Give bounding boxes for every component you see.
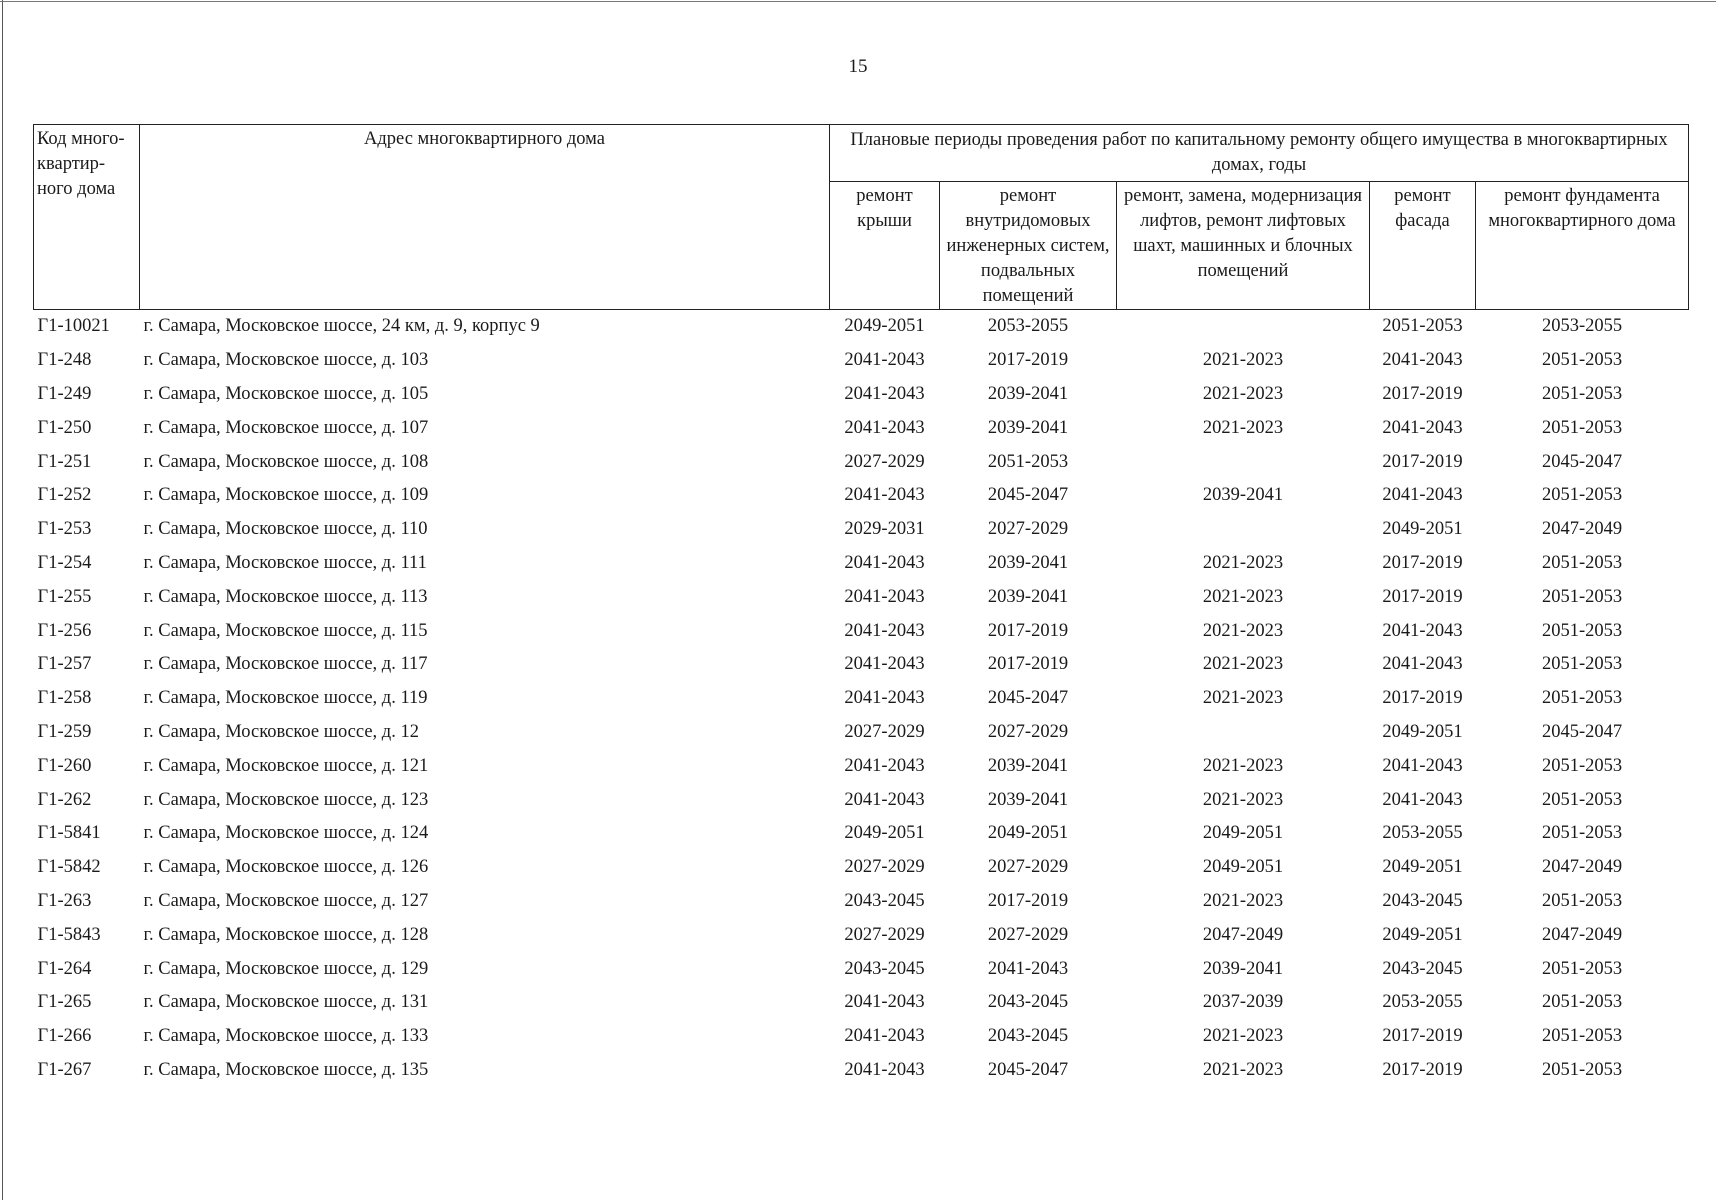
table-row xyxy=(34,716,1689,750)
cell-engineering: 2039-2041 xyxy=(987,586,1069,607)
cell-code: Г1-265 xyxy=(37,992,92,1013)
cell-address: г. Самара, Московское шоссе, 24 км, д. 9, корпус 9 xyxy=(143,316,540,337)
cell-roof: 2041-2043 xyxy=(844,992,925,1013)
cell-code: Г1-264 xyxy=(37,958,92,979)
cell-elevators: 2049-2051 xyxy=(1202,823,1284,844)
cell-roof: 2041-2043 xyxy=(844,1026,925,1047)
cell-roof: 2041-2043 xyxy=(844,688,925,709)
cell-roof: 2043-2045 xyxy=(844,890,925,911)
cell-address: г. Самара, Московское шоссе, д. 133 xyxy=(143,1026,429,1047)
cell-elevators: 2021-2023 xyxy=(1202,383,1284,404)
cell-foundation: 2045-2047 xyxy=(1541,451,1623,472)
cell-address: г. Самара, Московское шоссе, д. 103 xyxy=(143,350,429,371)
cell-facade: 2041-2043 xyxy=(1382,485,1463,506)
cell-address: г. Самара, Московское шоссе, д. 12 xyxy=(143,721,419,742)
table-row xyxy=(34,513,1689,547)
cell-elevators xyxy=(1117,513,1370,547)
cell-elevators: 2021-2023 xyxy=(1202,789,1284,810)
cell-engineering: 2039-2041 xyxy=(987,417,1069,438)
cell-engineering: 2017-2019 xyxy=(987,350,1069,371)
cell-elevators: 2021-2023 xyxy=(1202,552,1284,573)
table-row xyxy=(34,918,1689,952)
cell-roof: 2041-2043 xyxy=(844,755,925,776)
cell-facade: 2017-2019 xyxy=(1382,451,1463,472)
cell-facade: 2049-2051 xyxy=(1382,519,1463,540)
cell-code: Г1-263 xyxy=(37,890,92,911)
cell-facade: 2041-2043 xyxy=(1382,350,1463,371)
cell-address: г. Самара, Московское шоссе, д. 129 xyxy=(143,958,429,979)
header-address: Адрес многоквартирного дома xyxy=(140,125,830,310)
cell-roof: 2027-2029 xyxy=(844,721,925,742)
repair-schedule-table xyxy=(33,124,1689,1087)
cell-facade: 2049-2051 xyxy=(1382,924,1463,945)
cell-foundation: 2051-2053 xyxy=(1541,586,1623,607)
cell-facade: 2053-2055 xyxy=(1382,823,1463,844)
cell-facade: 2041-2043 xyxy=(1382,789,1463,810)
cell-roof: 2041-2043 xyxy=(844,417,925,438)
cell-roof: 2041-2043 xyxy=(844,620,925,641)
cell-address: г. Самара, Московское шоссе, д. 113 xyxy=(143,586,428,607)
cell-code: Г1-258 xyxy=(37,688,92,709)
cell-engineering: 2017-2019 xyxy=(987,890,1069,911)
cell-address: г. Самара, Московское шоссе, д. 126 xyxy=(143,857,429,878)
cell-code: Г1-249 xyxy=(37,383,92,404)
cell-facade: 2017-2019 xyxy=(1382,383,1463,404)
table-row xyxy=(34,344,1689,378)
table-row xyxy=(34,411,1689,445)
table-row xyxy=(34,1054,1689,1088)
table-row xyxy=(34,952,1689,986)
table-row xyxy=(34,783,1689,817)
cell-foundation: 2051-2053 xyxy=(1541,1059,1623,1080)
table-row xyxy=(34,547,1689,581)
cell-engineering: 2027-2029 xyxy=(987,519,1069,540)
cell-facade: 2041-2043 xyxy=(1382,654,1463,675)
header-periods: Плановые периоды проведения работ по капитальному ремонту общего имущества в многоквартирных домах, годы xyxy=(830,125,1689,182)
cell-elevators: 2021-2023 xyxy=(1202,586,1284,607)
cell-address: г. Самара, Московское шоссе, д. 105 xyxy=(143,383,429,404)
cell-elevators: 2021-2023 xyxy=(1202,620,1284,641)
cell-foundation: 2045-2047 xyxy=(1541,721,1623,742)
cell-code: Г1-257 xyxy=(37,654,92,675)
cell-engineering: 2051-2053 xyxy=(987,451,1069,472)
cell-roof: 2041-2043 xyxy=(844,383,925,404)
cell-elevators xyxy=(1117,310,1370,344)
cell-facade: 2041-2043 xyxy=(1382,417,1463,438)
cell-address: г. Самара, Московское шоссе, д. 128 xyxy=(143,924,429,945)
cell-facade: 2017-2019 xyxy=(1382,552,1463,573)
cell-address: г. Самара, Московское шоссе, д. 110 xyxy=(143,519,428,540)
page-border xyxy=(2,0,3,1200)
cell-facade: 2049-2051 xyxy=(1382,721,1463,742)
cell-code: Г1-252 xyxy=(37,485,92,506)
cell-elevators: 2021-2023 xyxy=(1202,417,1284,438)
cell-engineering: 2041-2043 xyxy=(987,958,1069,979)
cell-facade: 2017-2019 xyxy=(1382,1059,1463,1080)
cell-facade: 2053-2055 xyxy=(1382,992,1463,1013)
cell-facade: 2043-2045 xyxy=(1382,958,1463,979)
cell-code: Г1-5843 xyxy=(37,924,101,945)
cell-facade: 2041-2043 xyxy=(1382,755,1463,776)
table-row xyxy=(34,885,1689,919)
cell-foundation: 2051-2053 xyxy=(1541,552,1623,573)
cell-engineering: 2043-2045 xyxy=(987,1026,1069,1047)
cell-facade: 2051-2053 xyxy=(1382,316,1463,337)
cell-roof: 2049-2051 xyxy=(844,823,925,844)
cell-address: г. Самара, Московское шоссе, д. 123 xyxy=(143,789,429,810)
cell-code: Г1-255 xyxy=(37,586,92,607)
cell-code: Г1-266 xyxy=(37,1026,92,1047)
cell-elevators: 2049-2051 xyxy=(1202,857,1284,878)
cell-code: Г1-250 xyxy=(37,417,92,438)
cell-code: Г1-251 xyxy=(37,451,92,472)
cell-roof: 2027-2029 xyxy=(844,451,925,472)
table-row xyxy=(34,851,1689,885)
table-header xyxy=(34,125,1689,310)
cell-foundation: 2051-2053 xyxy=(1541,485,1623,506)
cell-engineering: 2027-2029 xyxy=(987,721,1069,742)
cell-address: г. Самара, Московское шоссе, д. 131 xyxy=(143,992,429,1013)
cell-address: г. Самара, Московское шоссе, д. 121 xyxy=(143,755,429,776)
cell-code: Г1-5842 xyxy=(37,857,101,878)
header-facade: ремонт фасада xyxy=(1370,182,1476,310)
table-row xyxy=(34,986,1689,1020)
cell-facade: 2041-2043 xyxy=(1382,620,1463,641)
cell-facade: 2043-2045 xyxy=(1382,890,1463,911)
cell-foundation: 2047-2049 xyxy=(1541,924,1623,945)
cell-code: Г1-5841 xyxy=(37,823,101,844)
table-row xyxy=(34,817,1689,851)
cell-foundation: 2051-2053 xyxy=(1541,620,1623,641)
cell-engineering: 2017-2019 xyxy=(987,654,1069,675)
cell-roof: 2041-2043 xyxy=(844,586,925,607)
cell-facade: 2017-2019 xyxy=(1382,1026,1463,1047)
page-border-top xyxy=(0,1,1716,2)
cell-facade: 2049-2051 xyxy=(1382,857,1463,878)
cell-roof: 2027-2029 xyxy=(844,857,925,878)
table-body xyxy=(34,310,1689,1088)
cell-code: Г1-254 xyxy=(37,552,92,573)
cell-elevators xyxy=(1117,716,1370,750)
cell-roof: 2027-2029 xyxy=(844,924,925,945)
cell-engineering: 2045-2047 xyxy=(987,485,1069,506)
table-row xyxy=(34,378,1689,412)
cell-foundation: 2051-2053 xyxy=(1541,992,1623,1013)
cell-address: г. Самара, Московское шоссе, д. 127 xyxy=(143,890,429,911)
table-row xyxy=(34,648,1689,682)
cell-elevators: 2021-2023 xyxy=(1202,1026,1284,1047)
cell-code: Г1-253 xyxy=(37,519,92,540)
table-row xyxy=(34,614,1689,648)
header-foundation: ремонт фундамента многоквартирного дома xyxy=(1476,182,1689,310)
cell-roof: 2041-2043 xyxy=(844,350,925,371)
cell-roof: 2041-2043 xyxy=(844,789,925,810)
cell-code: Г1-267 xyxy=(37,1059,92,1080)
cell-elevators: 2021-2023 xyxy=(1202,1059,1284,1080)
cell-roof: 2049-2051 xyxy=(844,316,925,337)
cell-facade: 2017-2019 xyxy=(1382,586,1463,607)
cell-engineering: 2045-2047 xyxy=(987,1059,1069,1080)
table-row xyxy=(34,580,1689,614)
cell-foundation: 2051-2053 xyxy=(1541,383,1623,404)
cell-facade: 2017-2019 xyxy=(1382,688,1463,709)
cell-engineering: 2027-2029 xyxy=(987,857,1069,878)
header-roof: ремонт крыши xyxy=(830,182,940,310)
cell-elevators xyxy=(1117,445,1370,479)
cell-elevators: 2021-2023 xyxy=(1202,755,1284,776)
header-elevators: ремонт, замена, модернизация лифтов, ремонт лифтовых шахт, машинных и блочных помещений xyxy=(1117,182,1370,310)
cell-foundation: 2053-2055 xyxy=(1541,316,1623,337)
cell-address: г. Самара, Московское шоссе, д. 108 xyxy=(143,451,429,472)
cell-elevators: 2021-2023 xyxy=(1202,688,1284,709)
cell-address: г. Самара, Московское шоссе, д. 119 xyxy=(143,688,428,709)
cell-roof: 2041-2043 xyxy=(844,485,925,506)
cell-foundation: 2051-2053 xyxy=(1541,958,1623,979)
cell-elevators: 2021-2023 xyxy=(1202,654,1284,675)
cell-engineering: 2053-2055 xyxy=(987,316,1069,337)
cell-code: Г1-262 xyxy=(37,789,92,810)
cell-roof: 2043-2045 xyxy=(844,958,925,979)
cell-address: г. Самара, Московское шоссе, д. 117 xyxy=(143,654,428,675)
cell-engineering: 2039-2041 xyxy=(987,789,1069,810)
cell-code: Г1-260 xyxy=(37,755,92,776)
cell-elevators: 2039-2041 xyxy=(1202,958,1284,979)
cell-engineering: 2039-2041 xyxy=(987,755,1069,776)
cell-engineering: 2043-2045 xyxy=(987,992,1069,1013)
cell-code: Г1-10021 xyxy=(37,316,110,337)
cell-roof: 2041-2043 xyxy=(844,1059,925,1080)
table-row xyxy=(34,749,1689,783)
cell-roof: 2041-2043 xyxy=(844,552,925,573)
cell-address: г. Самара, Московское шоссе, д. 115 xyxy=(143,620,428,641)
cell-code: Г1-259 xyxy=(37,721,92,742)
cell-foundation: 2051-2053 xyxy=(1541,755,1623,776)
cell-code: Г1-248 xyxy=(37,350,92,371)
cell-elevators: 2047-2049 xyxy=(1202,924,1284,945)
cell-engineering: 2027-2029 xyxy=(987,924,1069,945)
cell-address: г. Самара, Московское шоссе, д. 124 xyxy=(143,823,429,844)
table-row xyxy=(34,310,1689,344)
table-row xyxy=(34,445,1689,479)
cell-engineering: 2017-2019 xyxy=(987,620,1069,641)
table-row xyxy=(34,479,1689,513)
cell-engineering: 2049-2051 xyxy=(987,823,1069,844)
cell-elevators: 2037-2039 xyxy=(1202,992,1284,1013)
cell-elevators: 2021-2023 xyxy=(1202,890,1284,911)
cell-foundation: 2051-2053 xyxy=(1541,417,1623,438)
cell-code: Г1-256 xyxy=(37,620,92,641)
cell-foundation: 2051-2053 xyxy=(1541,688,1623,709)
table-row xyxy=(34,1020,1689,1054)
cell-foundation: 2047-2049 xyxy=(1541,519,1623,540)
cell-elevators: 2039-2041 xyxy=(1202,485,1284,506)
cell-roof: 2029-2031 xyxy=(844,519,925,540)
page-number: 15 xyxy=(848,56,868,77)
cell-address: г. Самара, Московское шоссе, д. 111 xyxy=(143,552,427,573)
cell-foundation: 2051-2053 xyxy=(1541,654,1623,675)
cell-address: г. Самара, Московское шоссе, д. 109 xyxy=(143,485,429,506)
header-engineering: ремонт внутридомовых инженерных систем, подвальных помещений xyxy=(940,182,1117,310)
cell-engineering: 2045-2047 xyxy=(987,688,1069,709)
header-code: Код много-квартир-ного дома xyxy=(34,125,140,310)
cell-foundation: 2051-2053 xyxy=(1541,890,1623,911)
cell-foundation: 2047-2049 xyxy=(1541,857,1623,878)
cell-foundation: 2051-2053 xyxy=(1541,789,1623,810)
cell-roof: 2041-2043 xyxy=(844,654,925,675)
cell-engineering: 2039-2041 xyxy=(987,552,1069,573)
cell-engineering: 2039-2041 xyxy=(987,383,1069,404)
cell-elevators: 2021-2023 xyxy=(1202,350,1284,371)
cell-foundation: 2051-2053 xyxy=(1541,823,1623,844)
cell-foundation: 2051-2053 xyxy=(1541,350,1623,371)
cell-address: г. Самара, Московское шоссе, д. 135 xyxy=(143,1059,429,1080)
cell-foundation: 2051-2053 xyxy=(1541,1026,1623,1047)
cell-address: г. Самара, Московское шоссе, д. 107 xyxy=(143,417,429,438)
table-row xyxy=(34,682,1689,716)
